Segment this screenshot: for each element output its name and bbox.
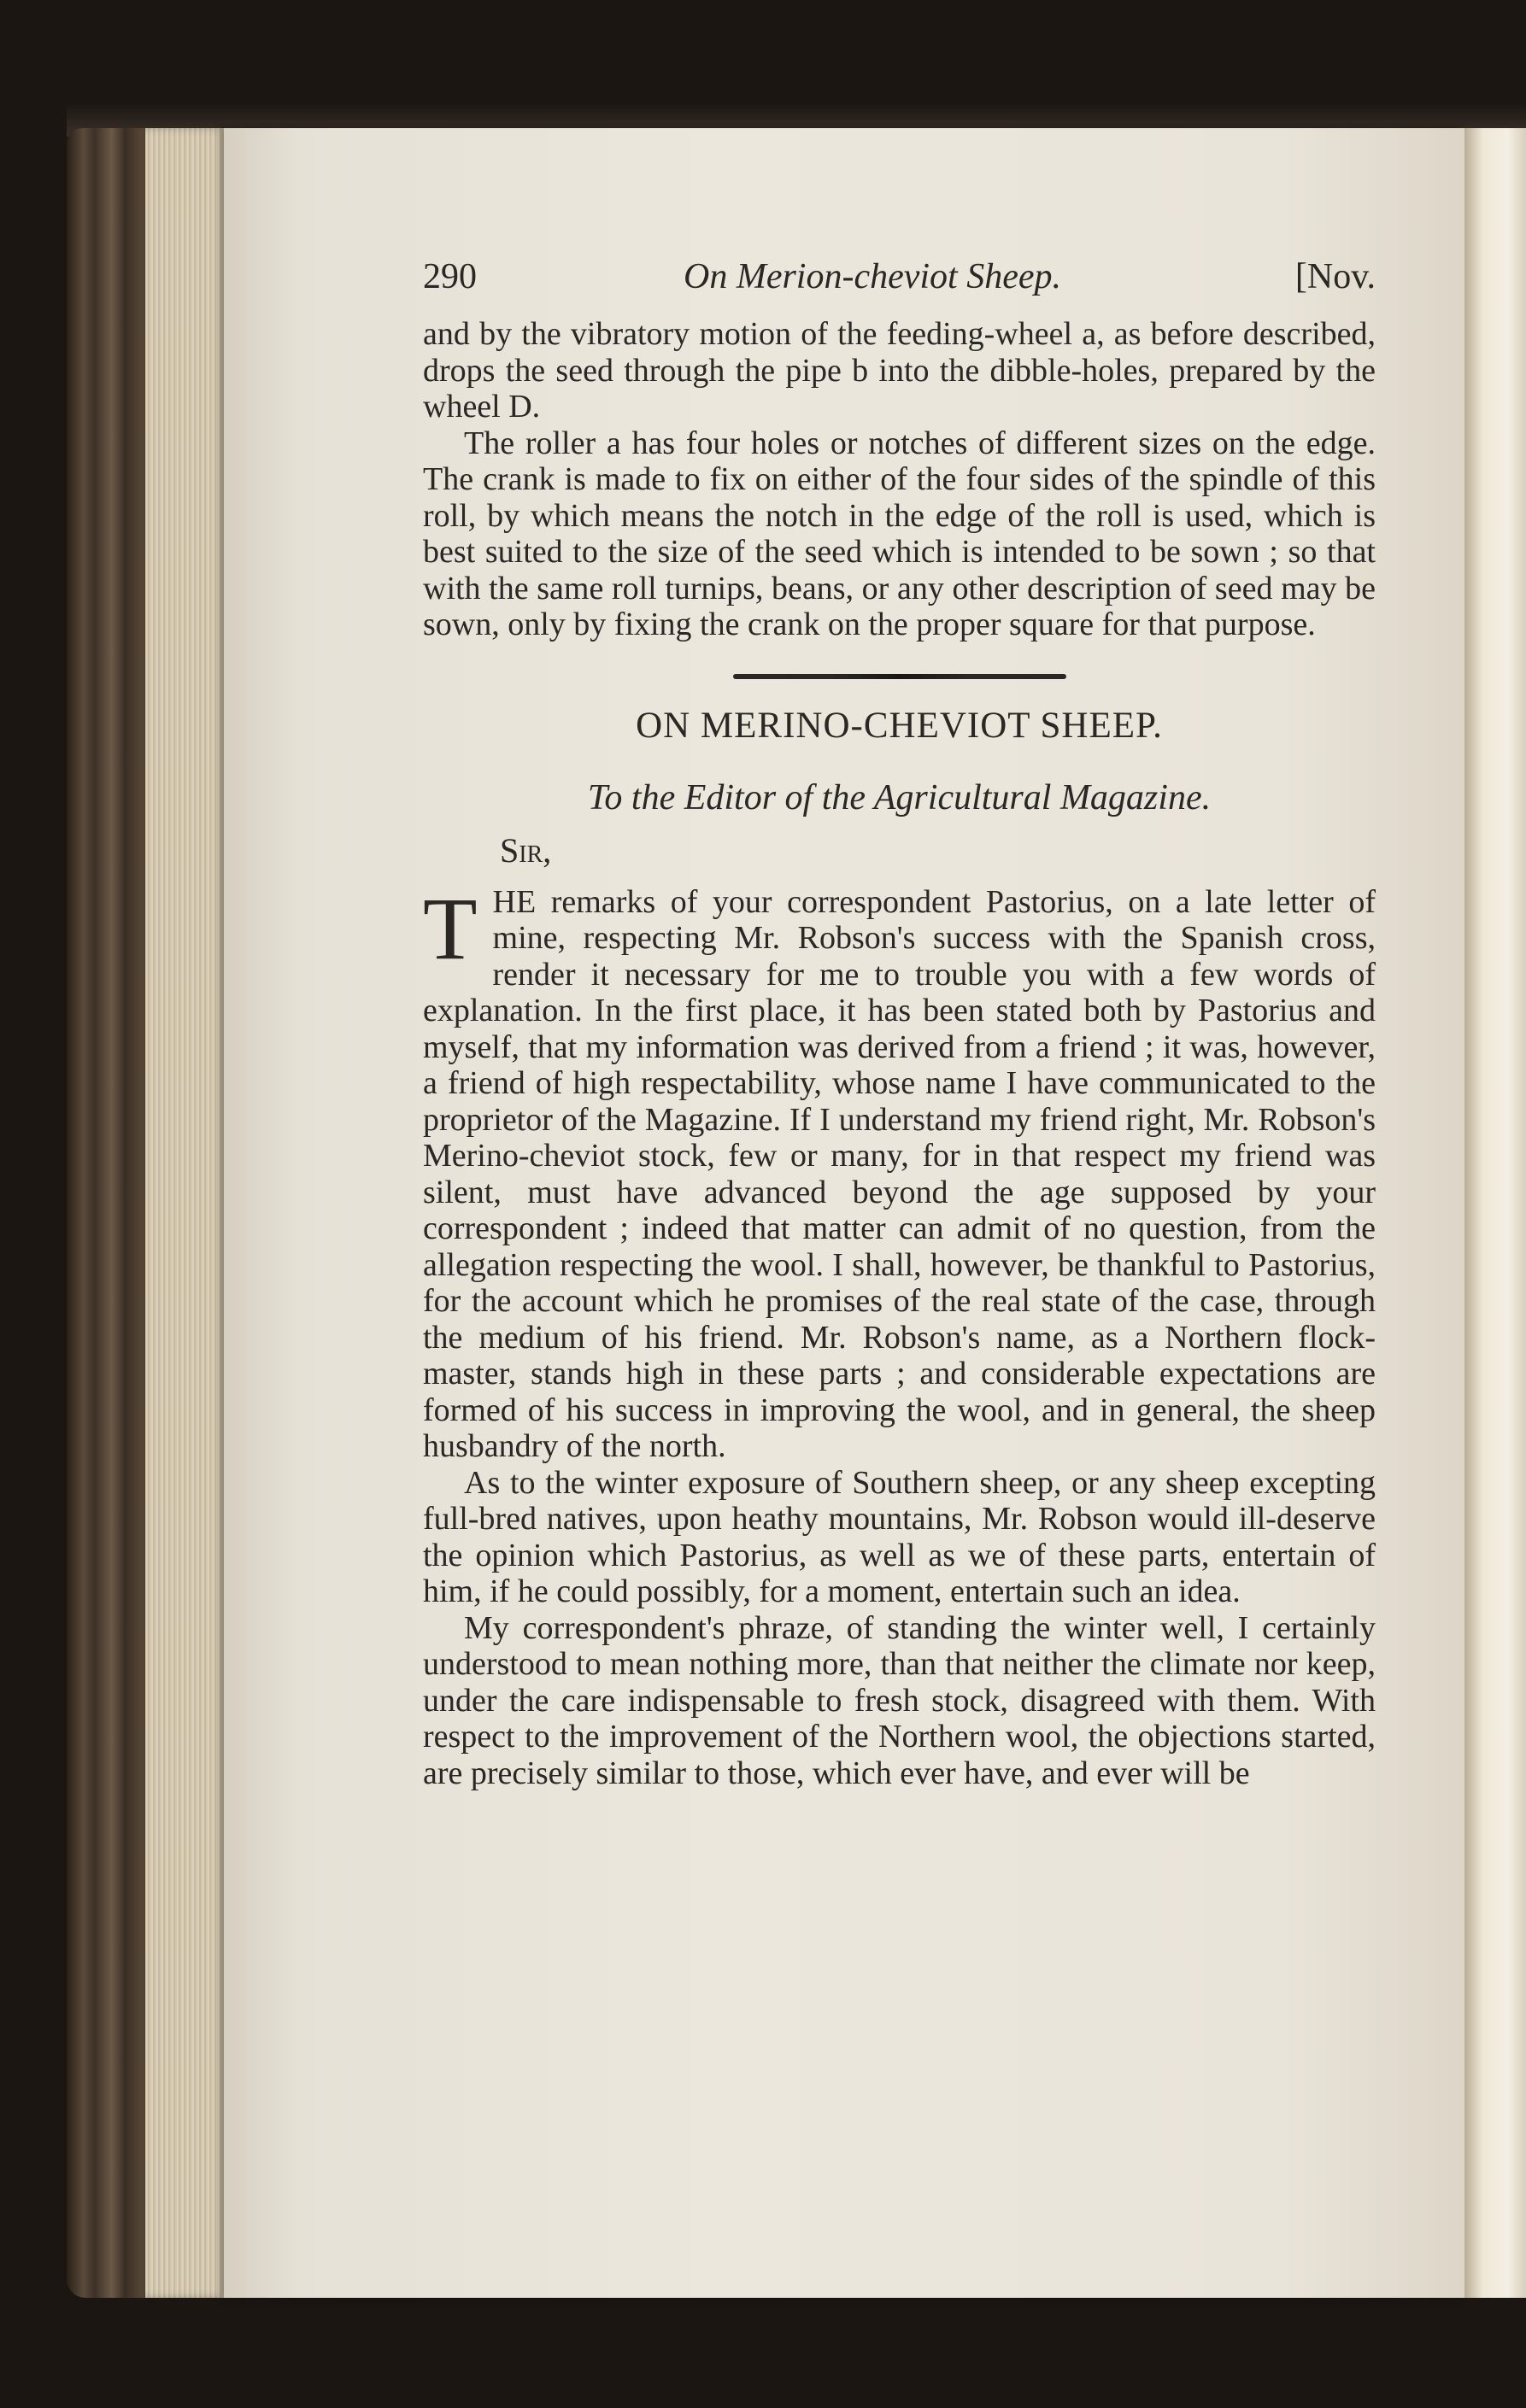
salutation: Sir, xyxy=(500,830,552,870)
section-divider xyxy=(733,674,1066,679)
running-head xyxy=(423,256,1376,316)
paragraph-correspondent: My correspondent's phraze, of standing the winter well, I certainly understood to mean nothing more, than that neither the climate nor keep, under the care indispensable to fresh stock, disagreed with them. With respect to the improvement of the Northern wool, the objections started, are precisely similar to those, which ever have, and ever will be xyxy=(423,1609,1376,1791)
page-content xyxy=(423,256,1376,1791)
paragraph-opening-text: HE remarks of your correspondent Pastorius, on a late letter of mine, respecting Mr. Robson's success with the Spanish cross, render it necessary for me to trouble you with a few words of explanation. In the first place, it has been stated both by Pastorius and myself, that my information was derived from a friend ; it was, however, a friend of high respectability, whose name I have communicated to the proprietor of the Magazine. If I understand my friend right, Mr. Robson's Merino-cheviot stock, few or many, for in that respect my friend was silent, must have advanced beyond the age supposed by your correspondent ; indeed that matter can admit of no question, from the allegation respecting the wool. I shall, however, be thankful to Pastorius, for the account which he promises of the real state of the case, through the medium of his friend. Mr. Robson's name, as a Northern flock-master, stands high in these parts ; and considerable expectations are formed of his success in improving the wool, and in general, the sheep husbandry of the north. xyxy=(423,883,1376,1464)
running-month: [Nov. xyxy=(1294,257,1376,296)
addressee-line: To the Editor of the Agricultural Magazine. xyxy=(587,777,1212,817)
paragraph-roller: The roller a has four holes or notches of different sizes on the edge. The crank is made to fix on either of the four sides of the spindle of this roll, by which means the notch in the edge of the roll is used, which is best suited to the size of the seed which is intended to be sown ; so that with the same roll turnips, beans, or any other description of seed may be sown, only by fixing the crank on the proper square for that purpose. xyxy=(423,425,1376,642)
article-title: ON MERINO-CHEVIOT SHEEP. xyxy=(636,705,1163,746)
page-number: 290 xyxy=(423,257,477,296)
paragraph-winter-exposure: As to the winter exposure of Southern sheep, or any sheep excepting full-bred natives, upon heathy mountains, Mr. Robson would ill-deserve the opinion which Pastorius, as well as we of these parts, entertain of him, if he could possibly, for a moment, entertain such an idea. xyxy=(423,1464,1376,1609)
paragraph-opening xyxy=(423,879,1376,1465)
running-title: On Merion-cheviot Sheep. xyxy=(684,257,1062,296)
paragraph-continued: and by the vibratory motion of the feeding-wheel a, as before described, drops the seed through the pipe b into the dibble-holes, prepared by the wheel D. xyxy=(423,316,1376,425)
facing-page-edge xyxy=(1464,128,1526,2298)
page-edges xyxy=(145,128,231,2298)
drop-cap: T xyxy=(423,879,478,978)
